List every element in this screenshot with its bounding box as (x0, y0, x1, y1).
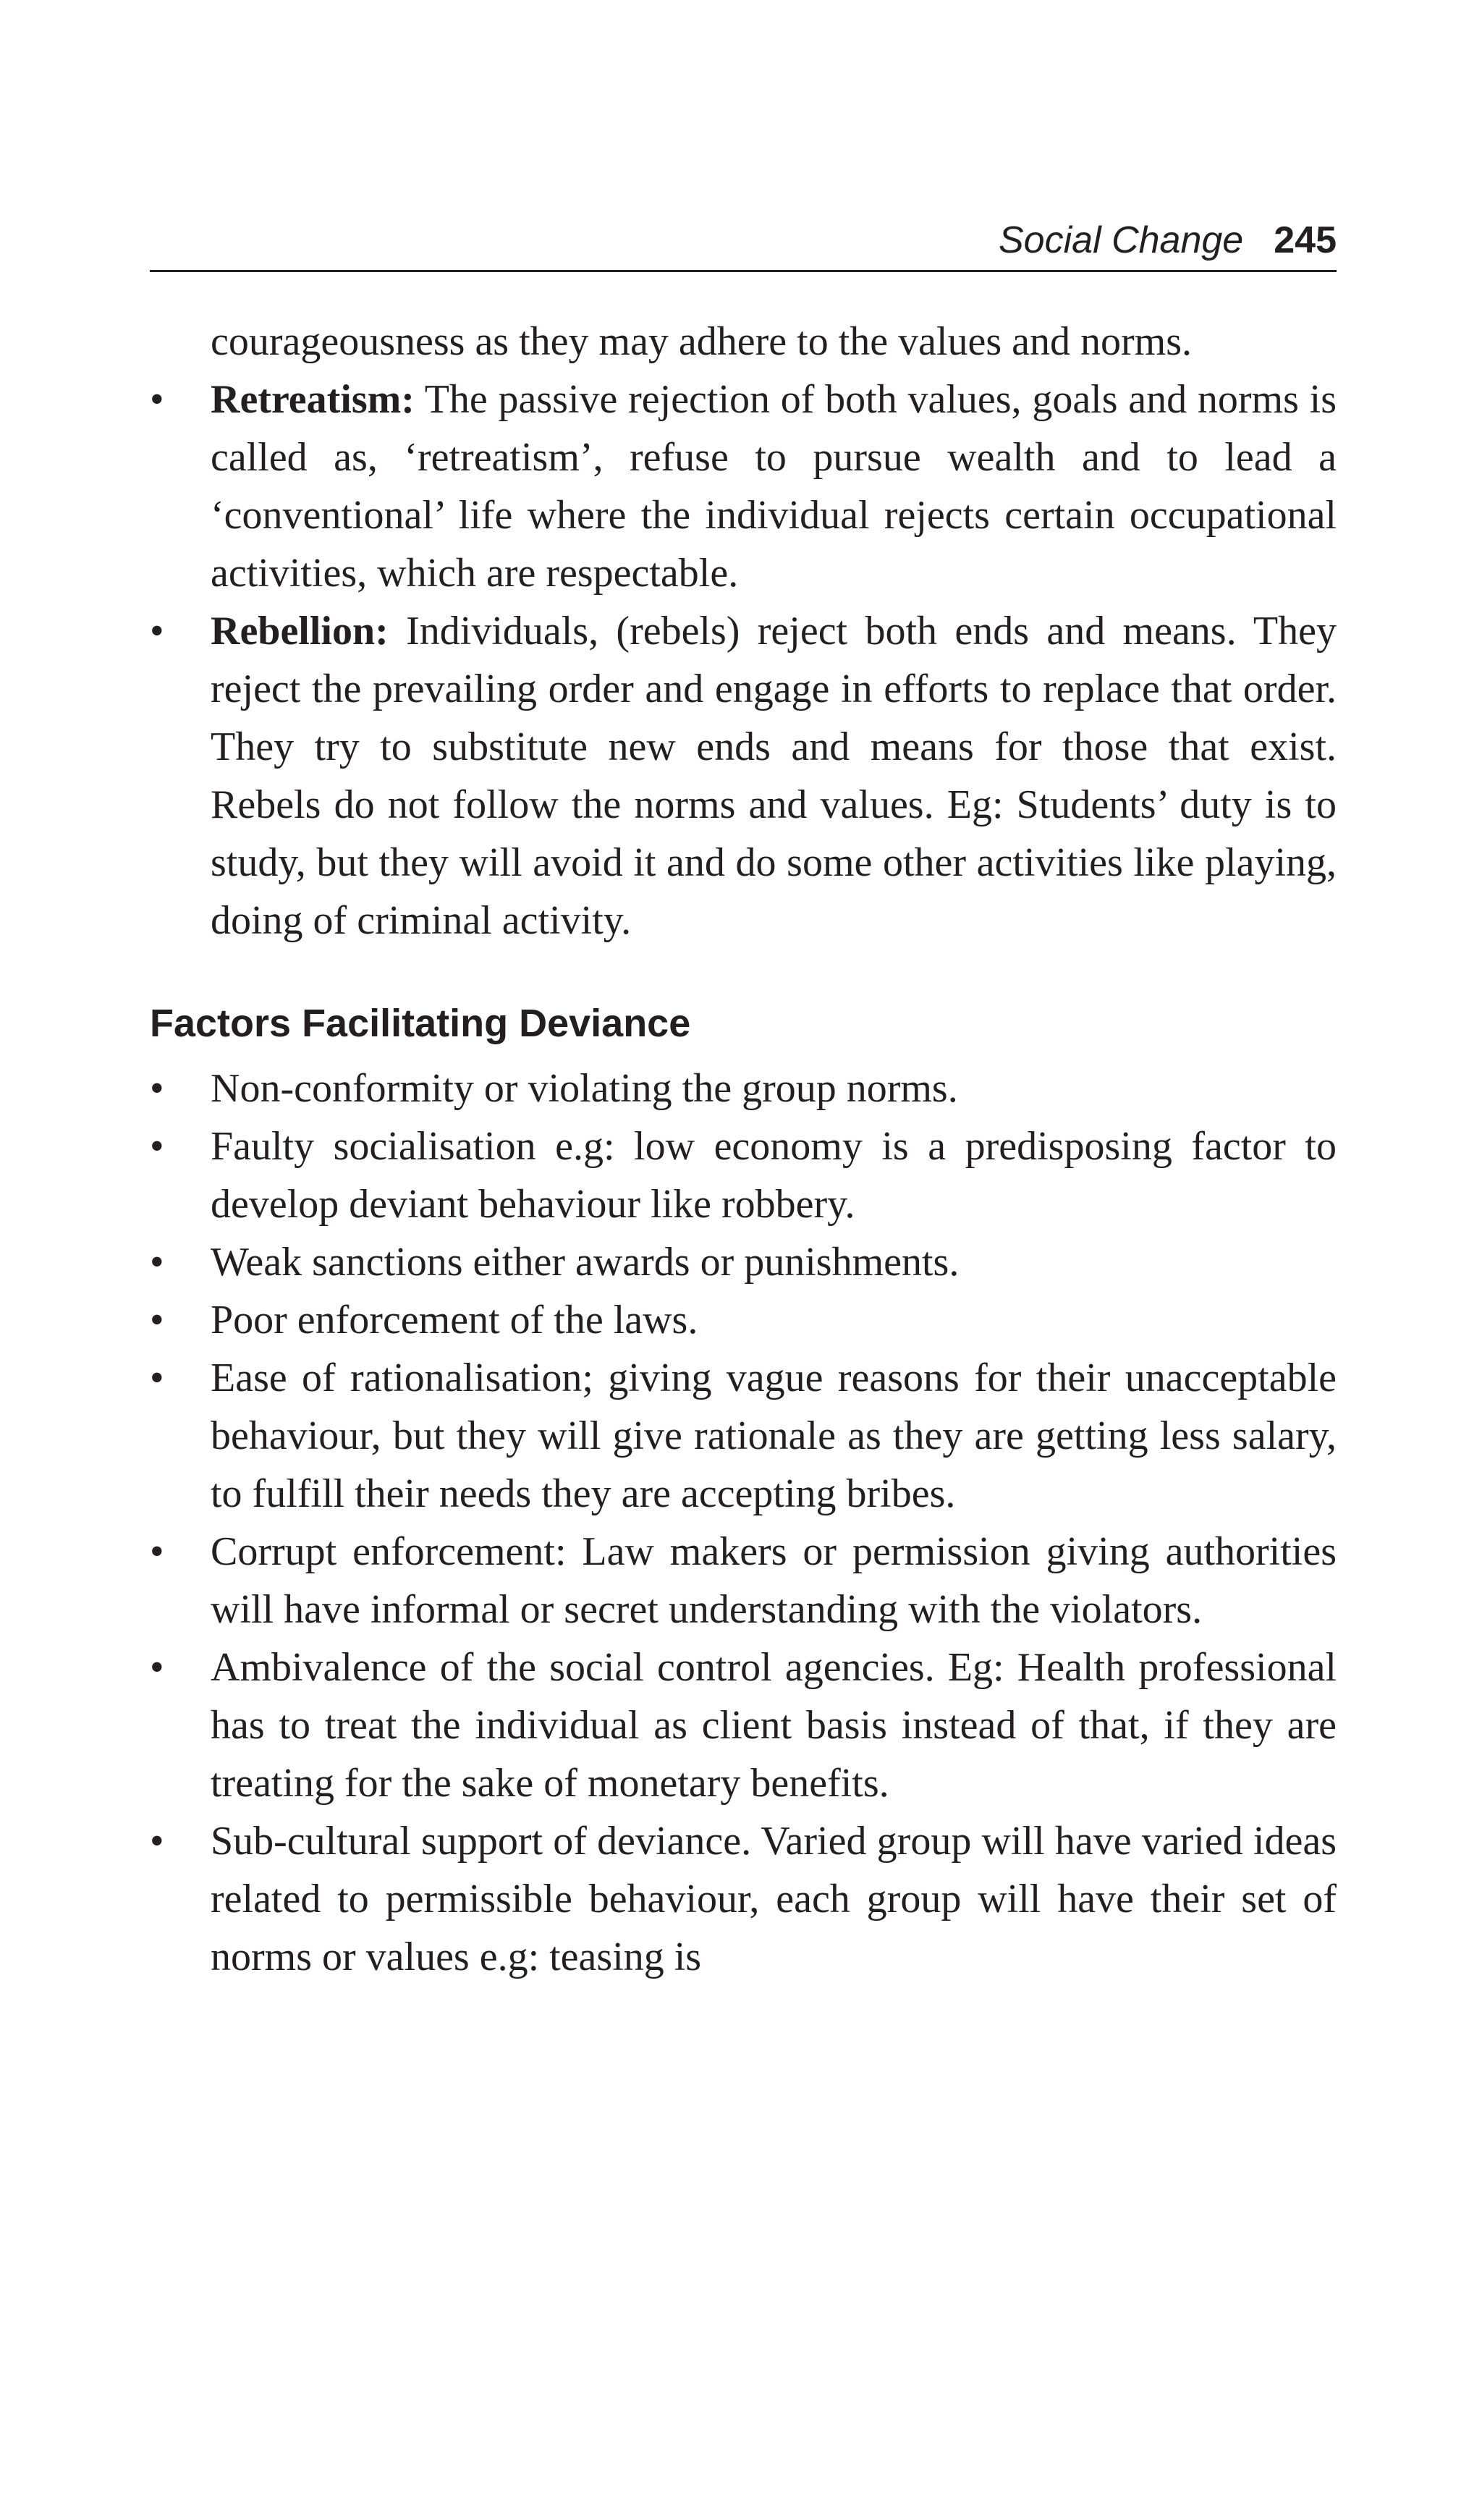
section-title: Social Change (999, 219, 1244, 261)
list-item (150, 1812, 1337, 1986)
list-item (150, 1060, 1337, 1117)
running-head (150, 214, 1337, 272)
list-item (150, 1639, 1337, 1812)
bullet-icon: • (150, 1240, 164, 1285)
section-heading: Factors Facilitating Deviance (150, 1002, 691, 1045)
list-item-text: Non-conformity or violating the group norms. (211, 1066, 958, 1111)
list-item-text: Faulty socialisation e.g: low economy is a predisposing factor to develop deviant behaviour like robbery. (211, 1124, 1337, 1227)
definition-retreatism: The passive rejection of both values, goals and norms is called as, ‘retreatism’, refuse to pursue wealth and to lead a ‘conventional’ life where the individual rejects certain occupational activities, which are respectable. (211, 377, 1337, 596)
bullet-icon: • (150, 1356, 164, 1400)
list-item-rebellion (150, 602, 1337, 950)
bullet-icon: • (150, 377, 164, 422)
list-item (150, 1291, 1337, 1349)
list-item (150, 1117, 1337, 1233)
page-number: 245 (1274, 219, 1337, 261)
modes-list (150, 371, 1337, 950)
continuation-paragraph: courageousness as they may adhere to the values and norms. (211, 319, 1193, 364)
list-item-text: Ease of rationalisation; giving vague reasons for their unacceptable behaviour, but they will give rationale as they are getting less salary, to fulfill their needs they are accepting bribes. (211, 1356, 1337, 1516)
list-item-retreatism (150, 371, 1337, 602)
bullet-icon: • (150, 1819, 164, 1864)
list-item (150, 1349, 1337, 1523)
bullet-icon: • (150, 1124, 164, 1169)
bullet-icon: • (150, 1066, 164, 1111)
bullet-icon: • (150, 1298, 164, 1343)
list-item-text: Corrupt enforcement: Law makers or permission giving authorities will have informal or secret understanding with the violators. (211, 1529, 1337, 1632)
list-item (150, 1233, 1337, 1291)
bullet-icon: • (150, 1529, 164, 1574)
factors-list (150, 1060, 1337, 1986)
list-item-text: Sub-cultural support of deviance. Varied group will have varied ideas related to permissible behaviour, each group will have their set of norms or values e.g: teasing is (211, 1819, 1337, 1979)
bullet-icon: • (150, 1645, 164, 1690)
list-item-text: Ambivalence of the social control agencies. Eg: Health professional has to treat the individual as client basis instead of that, if they are treating for the sake of monetary benefits. (211, 1645, 1337, 1806)
list-item-text: Weak sanctions either awards or punishments. (211, 1240, 960, 1285)
page-body (150, 313, 1337, 1986)
term-rebellion: Rebellion: (211, 609, 389, 654)
list-item-text: Poor enforcement of the laws. (211, 1298, 698, 1343)
list-item (150, 1523, 1337, 1639)
definition-rebellion: Individuals, (rebels) reject both ends and means. They reject the prevailing order and engage in efforts to replace that order. They try to substitute new ends and means for those that exist. Rebels do not follow the norms and values. Eg: Students’ duty is to study, but they will avoid it and do some other activities like playing, doing of criminal activity. (211, 609, 1337, 943)
bullet-icon: • (150, 609, 164, 654)
term-retreatism: Retreatism: (211, 377, 415, 422)
